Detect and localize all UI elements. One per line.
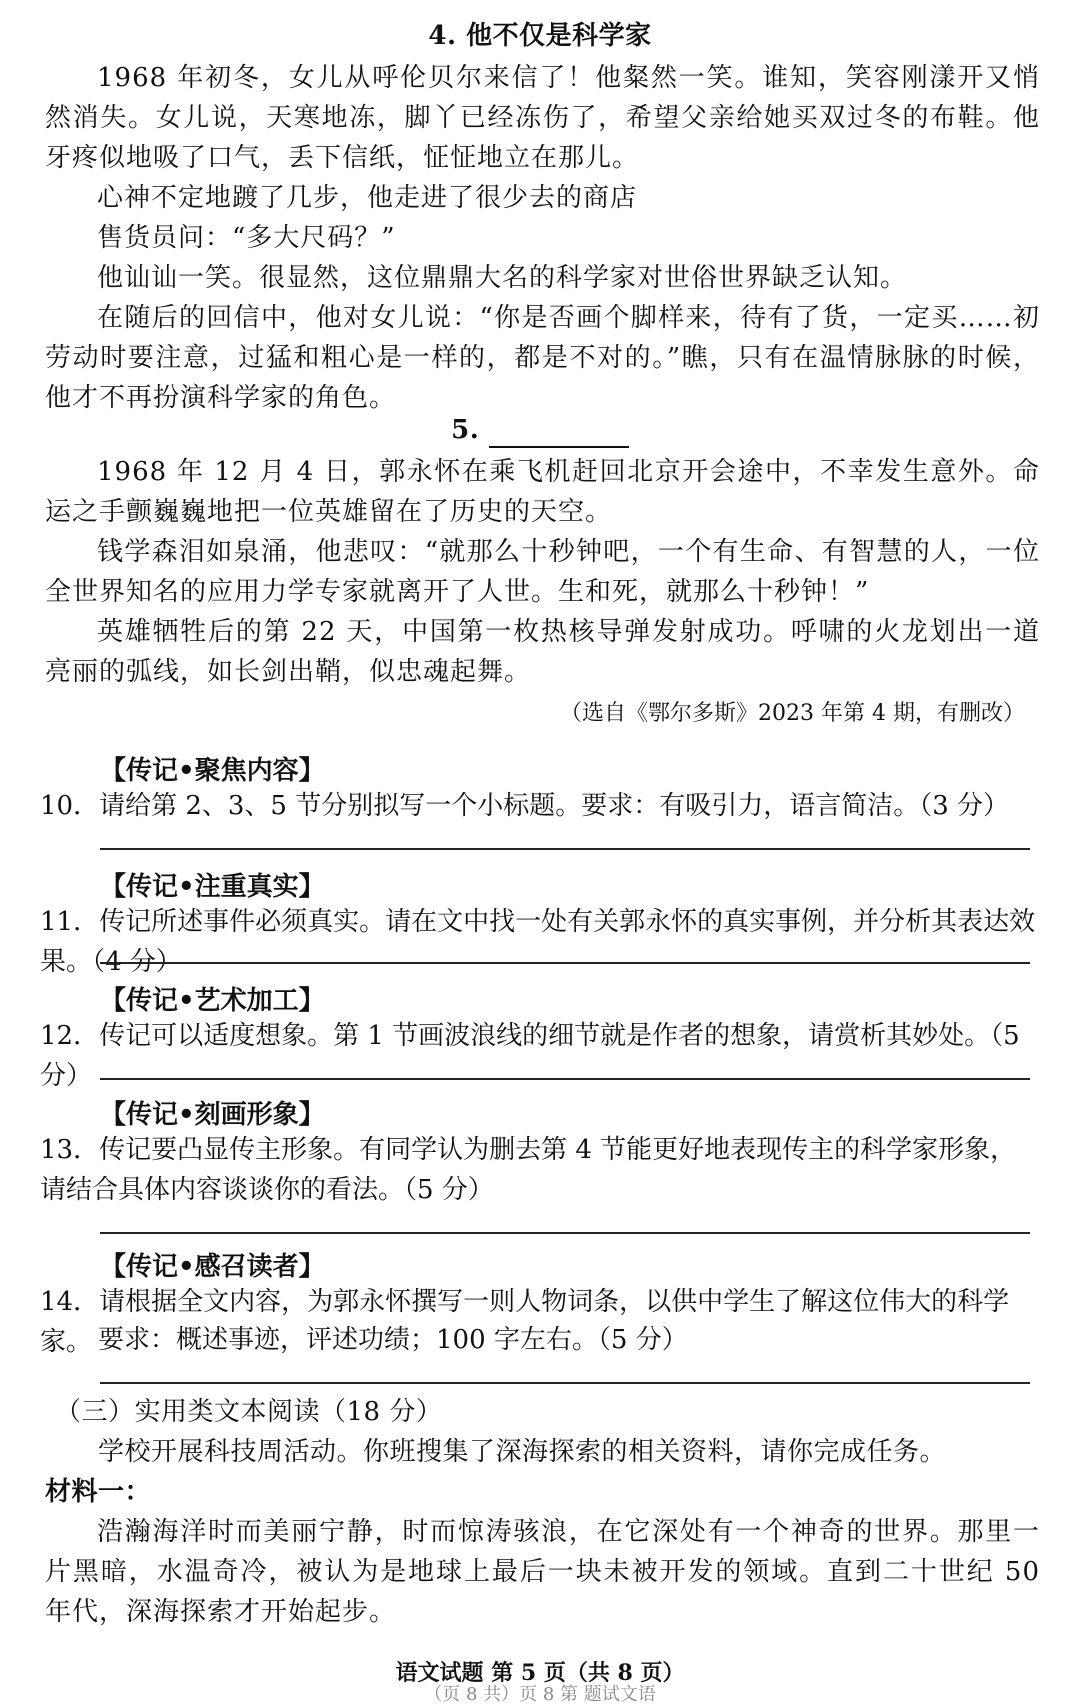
section-4-paragraph-2: 心神不定地踱了几步，他走进了很少去的商店 bbox=[97, 183, 638, 213]
source-citation: （选自《鄂尔多斯》2023 年第 4 期，有删改） bbox=[560, 701, 1025, 726]
section-4-paragraph-3: 售货员问：“多大尺码？” bbox=[97, 223, 396, 253]
question-13-answer-line[interactable] bbox=[100, 1232, 1030, 1234]
question-10-answer-line[interactable] bbox=[100, 848, 1030, 850]
part-3-intro: 学校开展科技周活动。你班搜集了深海探索的相关资料，请你完成任务。 bbox=[98, 1437, 947, 1467]
section-4-title: 4. 他不仅是科学家 bbox=[428, 21, 652, 51]
question-13-tag: 【传记•刻画形象】 bbox=[100, 1100, 325, 1130]
section-5-paragraph-2: 钱学森泪如泉涌，他悲叹：“就那么十秒钟吧，一个有生命、有智慧的人，一位全世界知名的应用力学专家就离开了人世。生和死，就那么十秒钟！” bbox=[45, 537, 1040, 607]
question-14-text: 14．请根据全文内容，为郭永怀撰写一则人物词条，以供中学生了解这位伟大的科学家。 bbox=[40, 1287, 1010, 1357]
question-10-text: 10．请给第 2、3、5 节分别拟写一个小标题。要求：有吸引力，语言简洁。（3 分） bbox=[40, 791, 1010, 821]
section-5-title bbox=[0, 412, 1080, 448]
question-11-tag: 【传记•注重真实】 bbox=[100, 872, 325, 902]
question-11-answer-line[interactable] bbox=[100, 962, 1030, 964]
question-10-tag: 【传记•聚焦内容】 bbox=[100, 756, 325, 786]
material-1-label: 材料一： bbox=[45, 1477, 152, 1507]
section-5-number: 5. bbox=[451, 415, 480, 445]
question-14-requirement: 要求：概述事迹，评述功绩；100 字左右。（5 分） bbox=[98, 1325, 688, 1355]
question-14-answer-line[interactable] bbox=[100, 1382, 1030, 1384]
material-1-text: 浩瀚海洋时而美丽宁静，时而惊涛骇浪，在它深处有一个神奇的世界。那里一片黑暗，水温奇冷，被认为是地球上最后一块未被开发的领域。直到二十世纪 50 年代，深海探索才开始起步。 bbox=[45, 1517, 1040, 1627]
question-12-tag: 【传记•艺术加工】 bbox=[100, 986, 325, 1016]
question-11-text: 11．传记所述事件必须真实。请在文中找一处有关郭永怀的真实事例，并分析其表达效果。（4 分） bbox=[40, 907, 1036, 977]
section-4-paragraph-4: 他讪讪一笑。很显然，这位鼎鼎大名的科学家对世俗世界缺乏认知。 bbox=[97, 263, 908, 293]
section-5-paragraph-1: 1968 年 12 月 4 日，郭永怀在乘飞机赶回北京开会途中，不幸发生意外。命运之手颤巍巍地把一位英雄留在了历史的天空。 bbox=[45, 457, 1040, 527]
question-13-text: 13．传记要凸显传主形象。有同学认为删去第 4 节能更好地表现传主的科学家形象，请结合具体内容谈谈你的看法。（5 分） bbox=[40, 1135, 1017, 1205]
part-3-title: （三）实用类文本阅读（18 分） bbox=[55, 1397, 443, 1427]
question-14-tag: 【传记•感召读者】 bbox=[100, 1252, 325, 1282]
section-4-paragraph-1: 1968 年初冬，女儿从呼伦贝尔来信了！他粲然一笑。谁知，笑容刚漾开又悄然消失。女儿说，天寒地冻，脚丫已经冻伤了，希望父亲给她买双过冬的布鞋。他牙疼似地吸了口气，丢下信纸，怔怔地立在那儿。 bbox=[45, 63, 1040, 173]
section-4-paragraph-5: 在随后的回信中，他对女儿说：“你是否画个脚样来，待有了货，一定买……初劳动时要注意，过猛和粗心是一样的，都是不对的。”瞧，只有在温情脉脉的时候，他才不再扮演科学家的角色。 bbox=[45, 303, 1040, 413]
section-5-title-blank bbox=[489, 422, 629, 448]
question-12-answer-line[interactable] bbox=[100, 1078, 1030, 1080]
page-footer-bleedthrough: （页 8 共）页 8 第 题试文语 bbox=[424, 1684, 656, 1705]
page-footer: 语文试题 第 5 页（共 8 页） bbox=[395, 1660, 685, 1686]
question-12-text: 12．传记可以适度想象。第 1 节画波浪线的细节就是作者的想象，请赏析其妙处。（5 分） bbox=[40, 1021, 1020, 1091]
section-5-paragraph-3: 英雄牺牲后的第 22 天，中国第一枚热核导弹发射成功。呼啸的火龙划出一道亮丽的弧线，如长剑出鞘，似忠魂起舞。 bbox=[45, 617, 1040, 687]
